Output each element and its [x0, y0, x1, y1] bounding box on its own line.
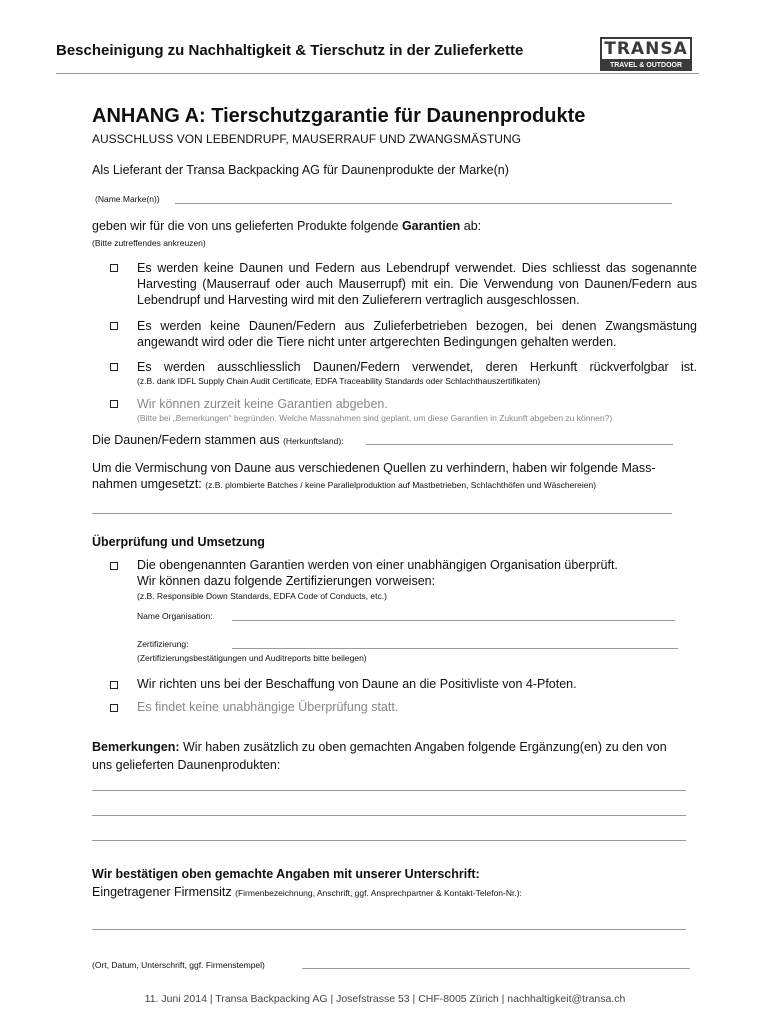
verification-option-1-line-1: Die obengenannten Garantien werden von einer unabhängigen Organisation überprüft.	[137, 558, 618, 572]
verification-option-2: Wir richten uns bei der Beschaffung von Daune an die Positivliste von 4-Pfoten.	[137, 677, 577, 691]
guarantee-checkbox-2[interactable]	[110, 322, 118, 330]
verification-option-3: Es findet keine unabhängige Überprüfung statt.	[137, 700, 399, 714]
remarks-line-2: uns gelieferten Daunenprodukten:	[92, 758, 281, 772]
annex-title: ANHANG A: Tierschutzgarantie für Daunenprodukte	[92, 105, 586, 127]
brand-field-label: (Name Marke(n))	[95, 194, 160, 204]
guarantee-hint: (Bitte zutreffendes ankreuzen)	[92, 238, 206, 248]
remarks-line-1: Bemerkungen: Wir haben zusätzlich zu oben gemachten Angaben folgende Ergänzung(en) zu den von	[92, 740, 667, 754]
logo-tagline: TRAVEL & OUTDOOR	[600, 61, 692, 71]
guarantee-3-note: (z.B. dank IDFL Supply Chain Audit Certificate, EDFA Traceability Standards oder Schlachthauszertifikaten)	[137, 376, 541, 386]
signature-input-line[interactable]	[302, 968, 690, 969]
guarantee-item-1: Es werden keine Daunen und Federn aus Lebendrupf verwendet. Dies schliesst das sogenannte Harvesting (Mauserrauf oder auch Mauserrupf) mit ein. Die Verwendung von Daunen/Federn aus Lebendrupf und Harvesting wird mit den Zulieferern vertraglich ausgeschlossen.	[137, 261, 697, 307]
origin-input-line[interactable]	[366, 444, 673, 445]
guarantee-item-2: Es werden keine Daunen/Federn aus Zulieferbetrieben bezogen, bei denen Zwangsmästung angewandt wird oder die Tiere nicht unter artgerechten Bedingungen gehalten werden.	[137, 319, 697, 349]
guarantee-checkbox-4[interactable]	[110, 400, 118, 408]
remarks-input-line-1[interactable]	[92, 790, 686, 791]
guarantee-intro: geben wir für die von uns gelieferten Produkte folgende Garantien ab:	[92, 219, 482, 233]
company-seat-label: Eingetragener Firmensitz (Firmenbezeichnung, Anschrift, ggf. Ansprechpartner & Kontakt-Telefon-Nr.):	[92, 885, 522, 899]
mixing-text-line-2: nahmen umgesetzt: (z.B. plombierte Batches / keine Parallelproduktion auf Mastbetrieben, Schlachthöfen und Wäschereien)	[92, 477, 597, 491]
transa-logo	[600, 37, 692, 61]
organisation-input-line[interactable]	[232, 620, 675, 621]
guarantee-checkbox-3[interactable]	[110, 363, 118, 371]
organisation-label: Name Organisation:	[137, 611, 213, 621]
guarantee-checkbox-1[interactable]	[110, 264, 118, 272]
guarantee-item-3: Es werden ausschliesslich Daunen/Federn verwendet, deren Herkunft rückverfolgbar ist.	[137, 360, 697, 374]
guarantee-item-4: Wir können zurzeit keine Garantien abgeben.	[137, 397, 388, 411]
guarantee-4-note: (Bitte bei „Bemerkungen“ begründen. Welche Massnahmen sind geplant, um diese Garantien in Zukunft abgeben zu können?)	[137, 413, 613, 423]
remarks-input-line-2[interactable]	[92, 815, 686, 816]
verification-checkbox-2[interactable]	[110, 681, 118, 689]
confirmation-heading: Wir bestätigen oben gemachte Angaben mit unserer Unterschrift:	[92, 867, 480, 881]
remarks-input-line-3[interactable]	[92, 840, 686, 841]
page-footer: 11. Juni 2014 | Transa Backpacking AG | Josefstrasse 53 | CHF-8005 Zürich | nachhaltigkeit@transa.ch	[144, 993, 626, 1005]
mixing-input-line[interactable]	[92, 513, 672, 514]
verification-checkbox-1[interactable]	[110, 562, 118, 570]
certification-input-line[interactable]	[232, 648, 678, 649]
logo-text: TRANSA	[604, 39, 688, 59]
signature-label: (Ort, Datum, Unterschrift, ggf. Firmenstempel)	[92, 960, 265, 970]
annex-subtitle: AUSSCHLUSS VON LEBENDRUPF, MAUSERRAUF UND ZWANGSMÄSTUNG	[92, 132, 521, 146]
origin-label: Die Daunen/Federn stammen aus (Herkunftsland):	[92, 433, 344, 447]
certification-label: Zertifizierung:	[137, 639, 189, 649]
brand-input-line[interactable]	[175, 203, 672, 204]
document-header-title: Bescheinigung zu Nachhaltigkeit & Tierschutz in der Zulieferkette	[56, 42, 524, 59]
verification-checkbox-3[interactable]	[110, 704, 118, 712]
verification-option-1-hint: (z.B. Responsible Down Standards, EDFA Code of Conducts, etc.)	[137, 591, 387, 601]
supplier-intro: Als Lieferant der Transa Backpacking AG für Daunenprodukte der Marke(n)	[92, 163, 509, 177]
certification-hint: (Zertifizierungsbestätigungen und Auditreports bitte beilegen)	[137, 653, 367, 663]
verification-option-1-line-2: Wir können dazu folgende Zertifizierungen vorweisen:	[137, 574, 436, 588]
mixing-text-line-1: Um die Vermischung von Daune aus verschiedenen Quellen zu verhindern, haben wir folgende Mass-	[92, 461, 656, 475]
verification-heading: Überprüfung und Umsetzung	[92, 535, 265, 549]
header-divider	[56, 73, 699, 74]
company-seat-input-line[interactable]	[92, 929, 686, 930]
